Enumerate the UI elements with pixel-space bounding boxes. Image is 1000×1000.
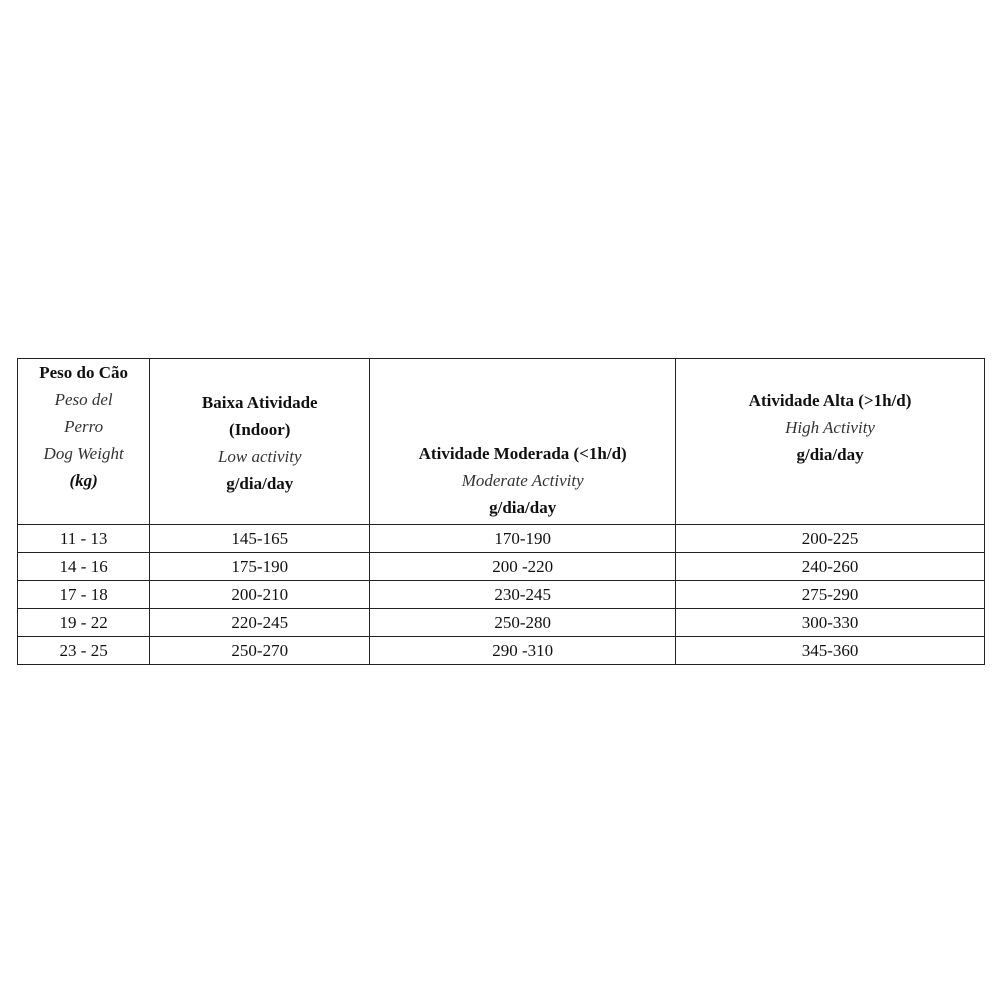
table-row [18,609,985,637]
header-moderate-pt: Atividade Moderada (<1h/d) [418,444,627,463]
header-moderate-unit: g/dia/day [489,498,557,517]
header-dog-weight [18,359,150,525]
cell-moderate: 290 -310 [370,637,676,665]
header-high-activity [676,359,985,525]
cell-moderate: 230-245 [370,581,676,609]
header-row [18,359,985,525]
table-row [18,525,985,553]
cell-weight: 23 - 25 [18,637,150,665]
cell-moderate: 250-280 [370,609,676,637]
header-weight-en: Dog Weight [43,444,124,463]
header-high-en: High Activity [785,418,875,437]
header-high-unit: g/dia/day [796,445,864,464]
cell-high: 300-330 [676,609,985,637]
table-row [18,637,985,665]
cell-low: 220-245 [150,609,370,637]
table-row [18,553,985,581]
header-low-unit: g/dia/day [226,473,294,493]
header-low-en: Low activity [217,446,302,466]
cell-weight: 17 - 18 [18,581,150,609]
header-low-indoor: (Indoor) [229,419,291,439]
cell-weight: 11 - 13 [18,525,150,553]
table-body [18,525,985,665]
header-weight-es-1: Peso del [54,390,113,409]
header-low-pt: Baixa Atividade [201,392,318,412]
feeding-table [17,358,985,665]
header-moderate-en: Moderate Activity [461,471,584,490]
cell-weight: 14 - 16 [18,553,150,581]
header-weight-pt: Peso do Cão [39,363,128,382]
header-weight-es-2: Perro [64,417,104,436]
cell-high: 200-225 [676,525,985,553]
cell-low: 145-165 [150,525,370,553]
table-row [18,581,985,609]
header-low-activity [150,359,370,525]
cell-moderate: 200 -220 [370,553,676,581]
cell-moderate: 170-190 [370,525,676,553]
cell-high: 240-260 [676,553,985,581]
cell-high: 275-290 [676,581,985,609]
cell-low: 250-270 [150,637,370,665]
cell-low: 175-190 [150,553,370,581]
cell-high: 345-360 [676,637,985,665]
header-moderate-activity [370,359,676,525]
table-header [18,359,985,525]
cell-weight: 19 - 22 [18,609,150,637]
header-weight-unit: (kg) [69,471,98,490]
cell-low: 200-210 [150,581,370,609]
header-high-pt: Atividade Alta (>1h/d) [748,391,912,410]
